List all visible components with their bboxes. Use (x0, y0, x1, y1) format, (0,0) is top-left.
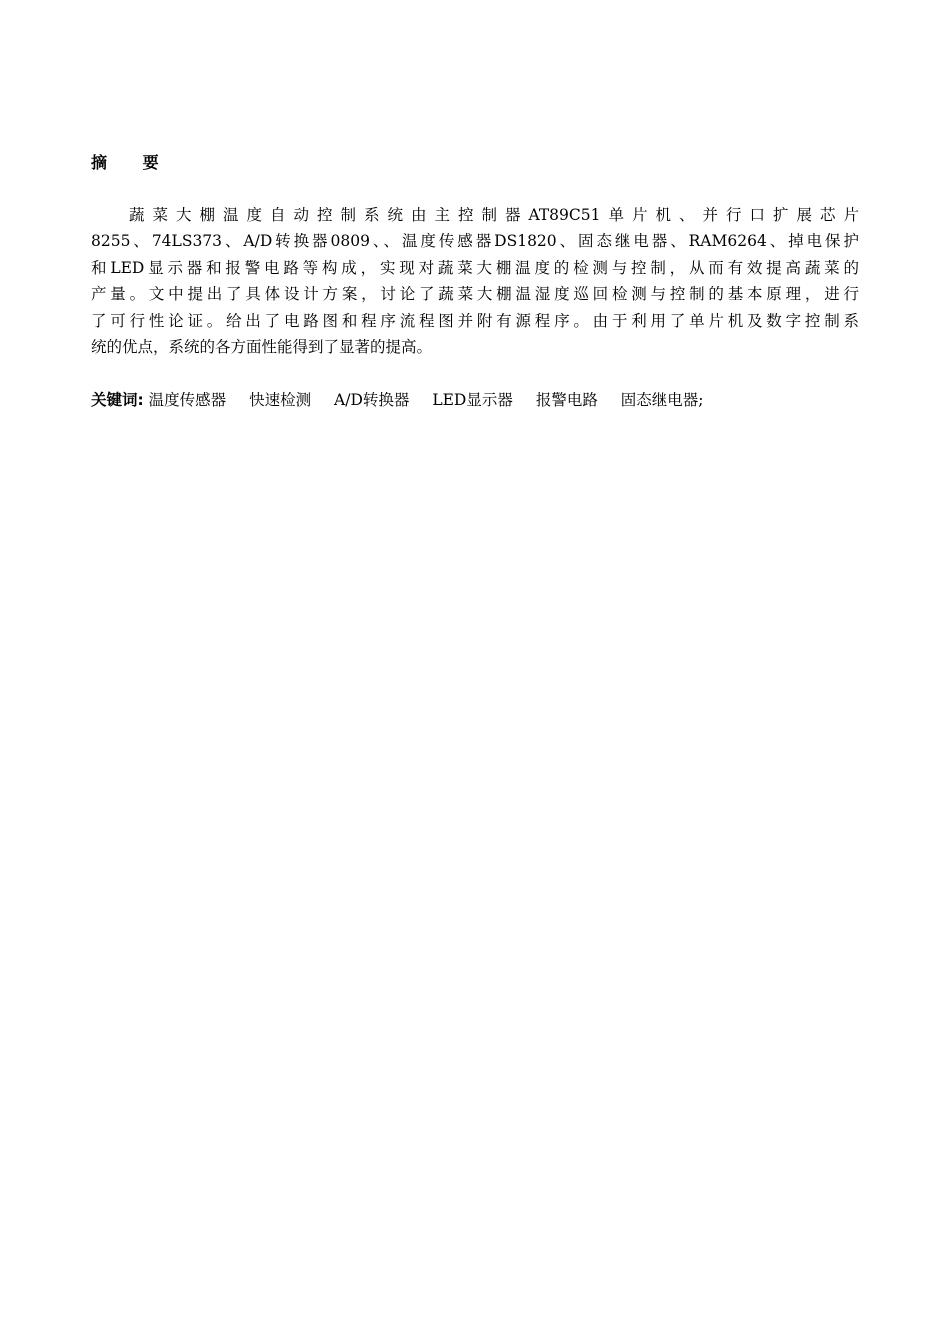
keyword-item: 报警电路 (535, 391, 598, 409)
keyword-item: A/D转换器 (334, 391, 410, 409)
abstract-line: 了可行性论证。给出了电路图和程序流程图并附有源程序。由于利用了单片机及数字控制系 (91, 311, 859, 330)
abstract-heading: 摘 要 (91, 153, 174, 172)
keyword-item: 温度传感器 (148, 391, 227, 409)
abstract-line: 产量。文中提出了具体设计方案，讨论了蔬菜大棚温湿度巡回检测与控制的基本原理，进行 (91, 285, 859, 304)
abstract-line: 蔬菜大棚温度自动控制系统由主控制器AT89C51单片机、并行口扩展芯片 (129, 206, 859, 224)
keyword-item: LED显示器 (432, 391, 513, 409)
abstract-line: 和LED显示器和报警电路等构成，实现对蔬菜大棚温度的检测与控制，从而有效提高蔬菜的 (91, 258, 859, 277)
keyword-item: 固态继电器; (620, 391, 704, 409)
keyword-item: 快速检测 (249, 391, 312, 409)
abstract-line: 8255、74LS373、A/D转换器0809、、温度传感器DS1820、固态继电器、RAM6264、掉电保护 (91, 232, 859, 251)
keywords-line (91, 389, 704, 411)
keywords-label: 关键词: (91, 391, 144, 409)
abstract-line: 统的优点，系统的各方面性能得到了显著的提高。 (91, 338, 433, 357)
abstract-paragraph (91, 202, 859, 360)
